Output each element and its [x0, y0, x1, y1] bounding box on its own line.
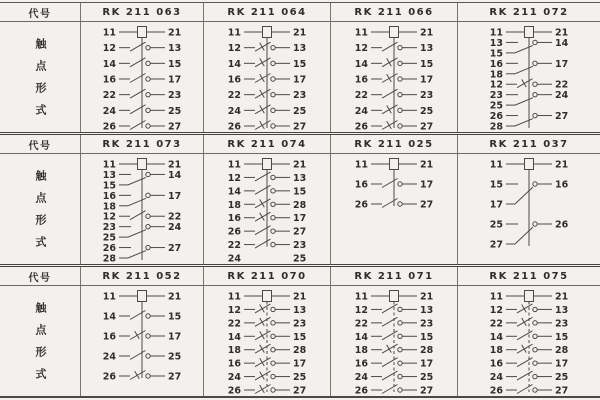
svg-text:25: 25 — [420, 372, 434, 384]
svg-text:21: 21 — [420, 291, 434, 303]
svg-text:16: 16 — [555, 179, 569, 191]
model-header: RK 211 071 — [330, 267, 457, 286]
svg-text:17: 17 — [168, 331, 182, 343]
model-header: RK 211 052 — [80, 267, 203, 286]
svg-text:24: 24 — [102, 351, 116, 363]
svg-text:25: 25 — [555, 372, 569, 384]
svg-text:27: 27 — [168, 121, 182, 132]
model-header: RK 211 064 — [203, 3, 330, 22]
svg-text:21: 21 — [420, 27, 434, 39]
svg-text:15: 15 — [555, 331, 569, 343]
table-band-2 — [0, 132, 600, 264]
contact-diagram — [203, 22, 330, 132]
svg-text:22: 22 — [555, 79, 569, 91]
svg-text:15: 15 — [489, 179, 503, 191]
svg-text:23: 23 — [489, 90, 503, 102]
svg-text:15: 15 — [420, 58, 434, 70]
svg-text:28: 28 — [420, 345, 434, 357]
contact-form-label — [0, 286, 80, 396]
svg-text:18: 18 — [489, 345, 503, 357]
contact-diagram-svg — [331, 154, 457, 264]
svg-text:22: 22 — [227, 90, 241, 102]
svg-text:27: 27 — [420, 385, 434, 396]
svg-text:14: 14 — [489, 331, 503, 343]
contact-diagram — [330, 22, 457, 132]
svg-text:18: 18 — [227, 345, 241, 357]
svg-text:21: 21 — [293, 291, 307, 303]
contact-diagram — [80, 154, 203, 264]
svg-text:16: 16 — [102, 331, 116, 343]
svg-text:14: 14 — [102, 311, 116, 323]
contact-diagram-svg — [458, 154, 600, 264]
svg-text:23: 23 — [293, 318, 307, 330]
svg-text:12: 12 — [102, 43, 116, 55]
contact-diagram-svg — [204, 286, 330, 396]
svg-text:24: 24 — [168, 222, 182, 234]
svg-text:17: 17 — [555, 358, 569, 370]
model-header: RK 211 025 — [330, 135, 457, 154]
svg-text:14: 14 — [354, 331, 368, 343]
svg-text:16: 16 — [227, 74, 241, 86]
svg-text:25: 25 — [168, 105, 182, 117]
svg-text:23: 23 — [293, 90, 307, 102]
contact-diagram — [457, 22, 600, 132]
svg-text:27: 27 — [293, 226, 307, 238]
svg-text:25: 25 — [168, 351, 182, 363]
svg-text:13: 13 — [293, 43, 307, 55]
model-header: RK 211 074 — [203, 135, 330, 154]
svg-text:16: 16 — [354, 179, 368, 191]
contact-form-label-text: 触点形式 — [34, 302, 47, 390]
contact-diagram-svg — [204, 22, 330, 132]
svg-text:13: 13 — [420, 43, 434, 55]
svg-text:11: 11 — [354, 159, 368, 171]
svg-text:25: 25 — [489, 100, 503, 112]
svg-text:12: 12 — [227, 172, 241, 184]
contact-diagram-svg — [81, 22, 203, 132]
svg-text:26: 26 — [227, 385, 241, 396]
svg-text:13: 13 — [102, 169, 116, 181]
svg-text:28: 28 — [102, 253, 116, 264]
contact-diagram-svg — [331, 22, 457, 132]
svg-text:26: 26 — [354, 199, 368, 211]
svg-text:16: 16 — [489, 358, 503, 370]
svg-text:12: 12 — [227, 43, 241, 55]
svg-text:25: 25 — [420, 105, 434, 117]
model-header: RK 211 037 — [457, 135, 600, 154]
contact-form-label-text: 触点形式 — [34, 38, 47, 126]
svg-text:15: 15 — [420, 331, 434, 343]
svg-text:26: 26 — [354, 385, 368, 396]
contact-diagram — [203, 286, 330, 396]
contact-diagram-svg — [458, 286, 600, 396]
svg-text:13: 13 — [489, 37, 503, 49]
svg-text:28: 28 — [555, 345, 569, 357]
svg-text:24: 24 — [354, 105, 368, 117]
contact-diagram-svg — [458, 22, 600, 132]
table-band-1 — [0, 2, 600, 132]
contact-diagram — [330, 154, 457, 264]
svg-text:24: 24 — [555, 90, 569, 102]
svg-text:26: 26 — [227, 226, 241, 238]
svg-text:27: 27 — [420, 199, 434, 211]
svg-text:14: 14 — [102, 58, 116, 70]
svg-text:23: 23 — [293, 240, 307, 252]
svg-text:11: 11 — [354, 27, 368, 39]
svg-text:14: 14 — [227, 331, 241, 343]
svg-text:17: 17 — [420, 179, 434, 191]
svg-text:21: 21 — [168, 27, 182, 39]
svg-text:21: 21 — [555, 27, 569, 39]
svg-text:18: 18 — [227, 199, 241, 211]
svg-text:23: 23 — [420, 318, 434, 330]
svg-text:23: 23 — [420, 90, 434, 102]
contact-diagram — [330, 286, 457, 396]
svg-text:13: 13 — [168, 43, 182, 55]
svg-text:27: 27 — [489, 239, 503, 251]
svg-text:16: 16 — [102, 190, 116, 202]
svg-text:16: 16 — [102, 74, 116, 86]
svg-text:26: 26 — [102, 371, 116, 383]
svg-text:13: 13 — [293, 172, 307, 184]
svg-text:17: 17 — [168, 190, 182, 202]
svg-text:22: 22 — [489, 318, 503, 330]
contact-diagram — [80, 286, 203, 396]
svg-text:24: 24 — [227, 253, 241, 264]
svg-text:27: 27 — [293, 121, 307, 132]
contact-form-label — [0, 154, 80, 264]
svg-text:18: 18 — [102, 201, 116, 213]
contact-diagram-svg — [81, 154, 203, 264]
svg-text:28: 28 — [489, 121, 503, 132]
svg-text:17: 17 — [420, 358, 434, 370]
svg-text:16: 16 — [354, 74, 368, 86]
code-header-label: 代号 — [0, 3, 80, 22]
svg-text:21: 21 — [293, 159, 307, 171]
svg-text:27: 27 — [555, 385, 569, 396]
svg-text:11: 11 — [354, 291, 368, 303]
model-header: RK 211 072 — [457, 3, 600, 22]
contact-diagram — [457, 154, 600, 264]
svg-text:11: 11 — [102, 27, 116, 39]
svg-text:13: 13 — [420, 304, 434, 316]
svg-text:25: 25 — [293, 253, 307, 264]
svg-text:16: 16 — [354, 358, 368, 370]
svg-text:11: 11 — [102, 291, 116, 303]
svg-text:26: 26 — [555, 219, 569, 231]
svg-text:21: 21 — [168, 291, 182, 303]
svg-text:26: 26 — [489, 111, 503, 123]
svg-text:14: 14 — [168, 169, 182, 181]
svg-text:15: 15 — [293, 58, 307, 70]
svg-text:15: 15 — [489, 48, 503, 60]
svg-text:12: 12 — [354, 43, 368, 55]
svg-text:25: 25 — [293, 105, 307, 117]
svg-text:22: 22 — [227, 318, 241, 330]
model-header: RK 211 073 — [80, 135, 203, 154]
contact-diagram — [203, 154, 330, 264]
svg-text:11: 11 — [489, 159, 503, 171]
model-header: RK 211 066 — [330, 3, 457, 22]
svg-text:12: 12 — [227, 304, 241, 316]
contact-diagram — [80, 22, 203, 132]
svg-text:21: 21 — [420, 159, 434, 171]
svg-text:11: 11 — [102, 159, 116, 171]
contact-form-label — [0, 22, 80, 132]
model-header: RK 211 070 — [203, 267, 330, 286]
svg-text:15: 15 — [168, 311, 182, 323]
svg-text:22: 22 — [168, 211, 182, 223]
svg-text:24: 24 — [227, 105, 241, 117]
svg-text:24: 24 — [489, 372, 503, 384]
svg-text:21: 21 — [293, 27, 307, 39]
svg-text:17: 17 — [293, 213, 307, 225]
svg-text:17: 17 — [489, 199, 503, 211]
svg-text:27: 27 — [168, 243, 182, 255]
svg-text:24: 24 — [354, 372, 368, 384]
svg-text:17: 17 — [555, 58, 569, 70]
svg-text:18: 18 — [354, 345, 368, 357]
svg-text:26: 26 — [489, 385, 503, 396]
contact-diagram — [457, 286, 600, 396]
model-header: RK 211 063 — [80, 3, 203, 22]
svg-text:28: 28 — [293, 199, 307, 211]
svg-text:14: 14 — [227, 58, 241, 70]
svg-text:12: 12 — [354, 304, 368, 316]
model-header: RK 211 075 — [457, 267, 600, 286]
svg-text:11: 11 — [227, 27, 241, 39]
svg-text:24: 24 — [102, 105, 116, 117]
svg-text:26: 26 — [102, 121, 116, 132]
contact-form-label-text: 触点形式 — [34, 170, 47, 258]
svg-text:25: 25 — [489, 219, 503, 231]
svg-text:28: 28 — [293, 345, 307, 357]
svg-text:21: 21 — [168, 159, 182, 171]
svg-text:21: 21 — [555, 159, 569, 171]
svg-text:27: 27 — [168, 371, 182, 383]
svg-text:17: 17 — [420, 74, 434, 86]
table-band-3 — [0, 264, 600, 396]
svg-text:23: 23 — [555, 318, 569, 330]
svg-text:16: 16 — [227, 213, 241, 225]
svg-text:17: 17 — [168, 74, 182, 86]
svg-text:21: 21 — [555, 291, 569, 303]
svg-text:18: 18 — [489, 69, 503, 81]
svg-text:12: 12 — [102, 211, 116, 223]
svg-text:22: 22 — [354, 90, 368, 102]
svg-text:14: 14 — [227, 186, 241, 198]
svg-text:12: 12 — [489, 304, 503, 316]
svg-text:27: 27 — [293, 385, 307, 396]
svg-text:14: 14 — [354, 58, 368, 70]
svg-text:12: 12 — [489, 79, 503, 91]
svg-text:17: 17 — [293, 74, 307, 86]
svg-text:25: 25 — [102, 232, 116, 244]
svg-text:22: 22 — [354, 318, 368, 330]
svg-text:11: 11 — [227, 291, 241, 303]
svg-text:27: 27 — [555, 111, 569, 123]
svg-text:13: 13 — [293, 304, 307, 316]
svg-text:26: 26 — [354, 121, 368, 132]
svg-text:22: 22 — [102, 90, 116, 102]
svg-text:23: 23 — [168, 90, 182, 102]
svg-text:11: 11 — [489, 291, 503, 303]
svg-text:24: 24 — [227, 372, 241, 384]
contact-diagram-svg — [204, 154, 330, 264]
svg-text:15: 15 — [293, 186, 307, 198]
svg-text:26: 26 — [102, 243, 116, 255]
svg-text:27: 27 — [420, 121, 434, 132]
svg-text:11: 11 — [227, 159, 241, 171]
svg-text:23: 23 — [102, 222, 116, 234]
code-header-label: 代号 — [0, 135, 80, 154]
contact-diagram-svg — [81, 286, 203, 396]
relay-contact-table — [0, 2, 600, 398]
svg-text:13: 13 — [555, 304, 569, 316]
svg-text:14: 14 — [555, 37, 569, 49]
svg-text:15: 15 — [168, 58, 182, 70]
svg-text:16: 16 — [227, 358, 241, 370]
svg-text:11: 11 — [489, 27, 503, 39]
svg-text:16: 16 — [489, 58, 503, 70]
svg-text:15: 15 — [293, 331, 307, 343]
svg-text:17: 17 — [293, 358, 307, 370]
svg-text:26: 26 — [227, 121, 241, 132]
svg-text:22: 22 — [227, 240, 241, 252]
contact-diagram-svg — [331, 286, 457, 396]
svg-text:15: 15 — [102, 180, 116, 192]
code-header-label: 代号 — [0, 267, 80, 286]
svg-text:25: 25 — [293, 372, 307, 384]
